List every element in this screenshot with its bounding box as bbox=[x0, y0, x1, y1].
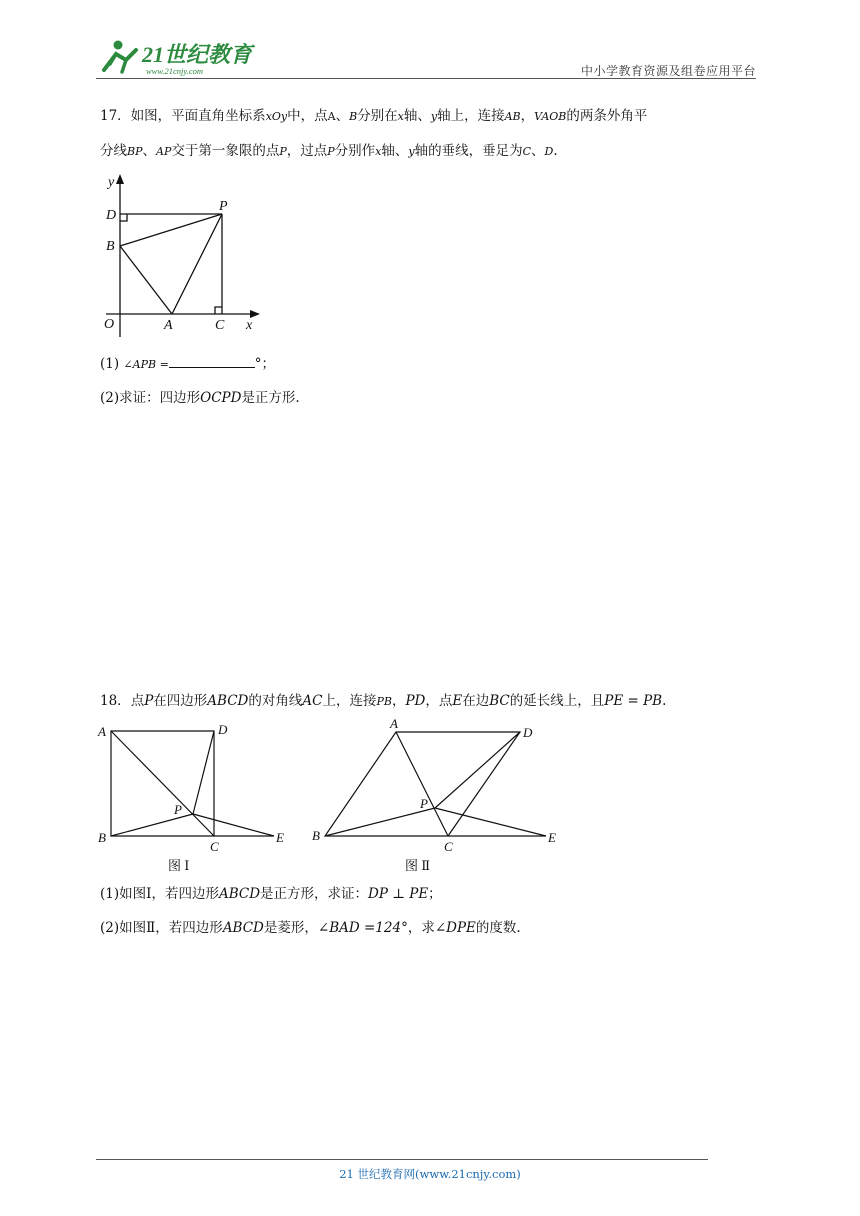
q18-text bbox=[100, 684, 760, 719]
text: 分别在 bbox=[357, 108, 398, 124]
text: ，求 bbox=[407, 920, 435, 936]
text: 、 bbox=[531, 143, 545, 159]
figure-caption: 图 Ⅰ bbox=[168, 858, 190, 873]
text: 交于第一象限的点 bbox=[171, 143, 280, 159]
text: . bbox=[553, 143, 558, 159]
text: 轴、 bbox=[403, 108, 431, 124]
footer-divider bbox=[96, 1159, 708, 1160]
logo-graphic bbox=[96, 36, 266, 78]
segment-PE bbox=[435, 808, 546, 836]
math: A bbox=[327, 110, 336, 123]
text: (1) bbox=[100, 356, 120, 372]
text: 的延长线上，且 bbox=[509, 693, 605, 709]
q18-figure-1 bbox=[96, 718, 296, 878]
answer-blank bbox=[169, 355, 255, 368]
label-A: A bbox=[98, 724, 106, 739]
text: 上，连接 bbox=[322, 693, 377, 709]
q18-figure-2 bbox=[310, 716, 570, 878]
text: (1)如图Ⅰ，若四边形 bbox=[100, 886, 219, 902]
math: AB bbox=[504, 110, 521, 123]
label-C: C bbox=[210, 839, 219, 854]
q18-part1 bbox=[100, 877, 760, 911]
footer-link[interactable]: 21 世纪教育网(www.21cnjy.com) bbox=[339, 1167, 521, 1181]
label-E: E bbox=[276, 830, 284, 845]
label-P: P bbox=[219, 199, 228, 214]
text: 轴上，连接 bbox=[437, 108, 505, 124]
q18-part2 bbox=[100, 911, 760, 945]
text: ， bbox=[520, 108, 535, 124]
text: . bbox=[662, 693, 667, 709]
math: B bbox=[349, 110, 358, 123]
text: 的度数. bbox=[475, 920, 521, 936]
text: 在四边形 bbox=[153, 693, 208, 709]
q17-part1 bbox=[100, 347, 760, 382]
text: 的两条外角平 bbox=[566, 108, 648, 124]
label-A: A bbox=[390, 716, 398, 731]
math: AP bbox=[156, 145, 172, 158]
math: ABCD bbox=[218, 886, 261, 902]
text: ， bbox=[391, 693, 406, 709]
math: ∠APB = bbox=[123, 358, 169, 371]
math: E bbox=[452, 693, 463, 709]
segment-PD bbox=[193, 731, 214, 814]
text: ，点 bbox=[425, 693, 453, 709]
label-P: P bbox=[174, 802, 182, 817]
y-arrow bbox=[116, 174, 124, 184]
figure-caption: 图 Ⅱ bbox=[405, 858, 431, 873]
text: 的对角线 bbox=[248, 693, 303, 709]
math: P bbox=[327, 145, 335, 158]
text: 轴、 bbox=[381, 143, 409, 159]
text: 是正方形. bbox=[241, 390, 300, 406]
q17-figure bbox=[100, 172, 265, 342]
text: 如图，平面直角坐标系 bbox=[130, 108, 266, 124]
label-E: E bbox=[548, 830, 556, 845]
diagonal-AC bbox=[111, 731, 214, 836]
text: ； bbox=[428, 886, 442, 902]
text: 轴的垂线，垂足为 bbox=[414, 143, 523, 159]
label-D: D bbox=[106, 208, 117, 223]
segment-BA bbox=[120, 246, 172, 314]
label-D: D bbox=[218, 722, 228, 737]
platform-name: 中小学教育资源及组卷应用平台 bbox=[580, 64, 756, 78]
text: 、 bbox=[142, 143, 156, 159]
math: ABCD bbox=[207, 693, 249, 709]
segment-PE bbox=[193, 814, 274, 836]
label-y: y bbox=[108, 175, 115, 190]
x-arrow bbox=[250, 310, 260, 318]
math: AC bbox=[302, 693, 323, 709]
header-divider bbox=[96, 78, 756, 79]
math: ∠BAD =124° bbox=[317, 920, 408, 936]
math: x bbox=[397, 110, 404, 123]
math: BP bbox=[127, 145, 143, 158]
text: 、 bbox=[335, 108, 350, 124]
math: ABCD bbox=[222, 920, 264, 936]
label-P: P bbox=[420, 796, 428, 811]
site-logo bbox=[96, 36, 266, 78]
math: D bbox=[544, 145, 554, 158]
label-B: B bbox=[312, 828, 320, 843]
segment-PB bbox=[111, 814, 193, 836]
math: PD bbox=[405, 693, 426, 709]
logo-main-text: 21世纪教育 bbox=[142, 42, 253, 67]
math: y bbox=[408, 145, 415, 158]
math: PB bbox=[376, 695, 392, 708]
right-angle-C bbox=[215, 307, 222, 314]
text: 点 bbox=[130, 693, 145, 709]
question-number: 18． bbox=[100, 693, 131, 709]
math: PE = PB bbox=[604, 693, 663, 709]
text: 分线 bbox=[100, 143, 127, 159]
segment-BP bbox=[120, 214, 222, 246]
label-C: C bbox=[215, 318, 225, 333]
text: 是菱形， bbox=[263, 920, 318, 936]
label-O: O bbox=[104, 317, 115, 332]
logo-url-text: www.21cnjy.com bbox=[146, 66, 203, 76]
q17-line1 bbox=[100, 99, 760, 134]
math: P bbox=[279, 145, 287, 158]
math: VAOB bbox=[534, 110, 567, 123]
math: C bbox=[522, 145, 532, 158]
math: x bbox=[375, 145, 382, 158]
label-D: D bbox=[523, 725, 533, 740]
math: OCPD bbox=[200, 390, 242, 406]
text: 中，点 bbox=[287, 108, 328, 124]
text: 分别作 bbox=[334, 143, 376, 159]
segment-AP bbox=[172, 214, 222, 314]
text: 在边 bbox=[462, 693, 490, 709]
text: (2)求证：四边形 bbox=[100, 390, 201, 406]
label-B: B bbox=[106, 239, 115, 254]
label-A: A bbox=[164, 318, 173, 333]
q17-line2 bbox=[100, 134, 760, 169]
text: 是正方形，求证： bbox=[260, 886, 369, 902]
label-B: B bbox=[98, 830, 106, 845]
right-angle-D bbox=[120, 214, 127, 221]
question-number: 17． bbox=[100, 108, 131, 124]
diagonal-AC bbox=[396, 732, 448, 836]
label-x: x bbox=[246, 318, 253, 333]
q17-text bbox=[100, 99, 760, 169]
text: °； bbox=[254, 356, 276, 372]
math: BC bbox=[489, 693, 510, 709]
q17-part2 bbox=[100, 381, 760, 415]
text: (2)如图Ⅱ，若四边形 bbox=[100, 920, 223, 936]
label-C: C bbox=[444, 839, 453, 854]
segment-PD bbox=[435, 732, 520, 808]
math: DP ⊥ PE bbox=[368, 886, 429, 902]
math: y bbox=[430, 110, 438, 123]
math: ∠DPE bbox=[434, 920, 476, 936]
math: xOy bbox=[265, 110, 288, 123]
math: P bbox=[144, 693, 154, 709]
text: ，过点 bbox=[286, 143, 328, 159]
